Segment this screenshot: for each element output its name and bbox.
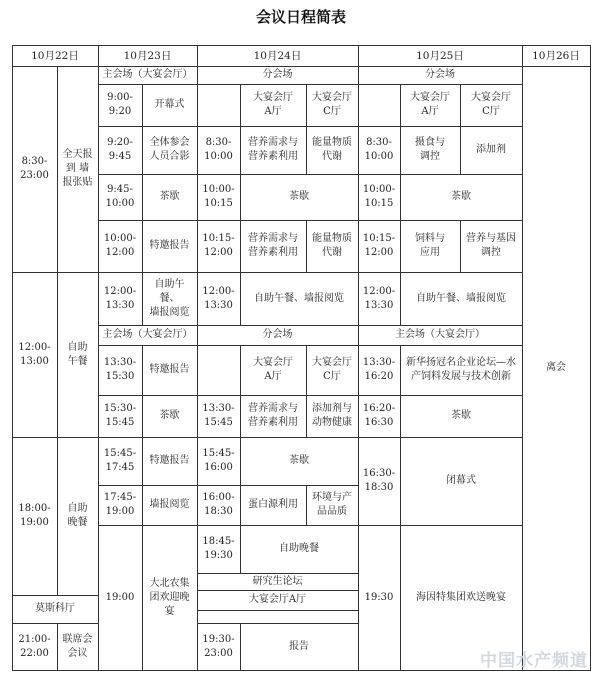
- table-cell-d25-t6: 16:20- 16:30: [362, 403, 396, 428]
- table-cell-d23-a7: 茶歇: [159, 410, 180, 421]
- table-cell-d26-a1: 离会: [546, 362, 566, 373]
- table-cell-h-24: 10月24日: [253, 49, 302, 62]
- table-cell-d24-t3: 10:15- 12:00: [202, 233, 235, 258]
- table-cell-d24-a4: 自助午餐、墙报阅览: [254, 292, 344, 304]
- table-cell-d23-t9: 17:45- 19:00: [103, 492, 137, 517]
- table-cell-d23-t8: 15:45- 17:45: [103, 448, 137, 473]
- watermark-logo: 中国水产频道: [480, 651, 588, 671]
- table-cell-d25-a3: 饲料与 应用: [415, 233, 445, 258]
- table-cell-d23-t6: 13:30- 15:30: [103, 357, 137, 382]
- table-cell-d25-a6: 茶歇: [451, 410, 471, 421]
- table-cell-d23-main2: 主会场（大宴会厅）: [102, 329, 193, 340]
- table-cell-d24-t9: 19:30- 23:00: [202, 633, 235, 659]
- table-cell-d24-a9: 报告: [289, 640, 309, 652]
- table-cell-d23-a8: 特邀报告: [149, 455, 190, 466]
- table-cell-d24-t6: 15:45- 16:00: [202, 448, 235, 473]
- table-cell-d22-t4: 21:00- 22:00: [18, 633, 51, 659]
- table-cell-d23-a2: 全体参会 人员合影: [149, 137, 190, 162]
- table-cell-d25-a2: 茶歇: [451, 191, 471, 202]
- table-cell-d23-a1: 开幕式: [154, 99, 185, 110]
- table-cell-d25-t4: 12:00- 13:30: [362, 285, 396, 311]
- table-cell-d24-t7: 16:00- 18:30: [202, 492, 235, 517]
- table-cell-d25-t7: 16:30- 18:30: [362, 468, 396, 493]
- table-cell-d22-a1: 全天报 到 墙 报张贴: [62, 149, 93, 188]
- table-cell-d24-hc: 大宴会厅 C厅: [312, 92, 352, 117]
- table-cell-d25-a7: 闭幕式: [446, 475, 476, 486]
- table-cell-d25-main2: 主会场（大宴会厅）: [395, 329, 485, 340]
- table-cell-d25-c3: 营养与基因 调控: [466, 233, 516, 258]
- table-cell-h-22: 10月22日: [31, 49, 79, 62]
- table-cell-d23-a5: 自助午 餐、 墙报阅览: [149, 278, 190, 318]
- table-cell-d25-ha: 大宴会厅 A厅: [410, 92, 450, 117]
- table-cell-d24-a6: 茶歇: [289, 455, 309, 466]
- table-cell-d25-a4: 自助午餐、墙报阅览: [416, 292, 506, 304]
- table-cell-d25-t1: 8:30- 10:00: [364, 137, 394, 162]
- table-cell-d23-t5: 12:00- 13:30: [103, 285, 137, 311]
- table-cell-d25-t8: 19:30: [364, 591, 394, 603]
- table-cell-d24-a7: 蛋白源利用: [248, 499, 298, 510]
- table-cell-d24-c1: 能量物质 代谢: [312, 137, 352, 162]
- table-cell-d24-grad-hall: 大宴会厅A厅: [248, 594, 307, 605]
- table-cell-d24-c7: 环境与产 品品质: [312, 492, 352, 517]
- table-cell-d22-t1: 8:30- 23:00: [20, 156, 49, 181]
- table-cell-d25-a5: 新华扬冠名企业论坛—水 产饲料发展与技术创新: [406, 357, 516, 382]
- table-cell-d25-sub1: 分会场: [425, 69, 455, 80]
- table-cell-d24-a1: 营养需求与 营养素利用: [248, 137, 298, 162]
- table-cell-d25-c1: 添加剂: [476, 144, 506, 155]
- table-cell-d23-a6: 特邀报告: [149, 364, 190, 375]
- table-cell-d23-t7: 15:30- 15:45: [103, 403, 137, 428]
- table-cell-d24-grad: 研究生论坛: [252, 575, 303, 587]
- table-cell-d25-t2: 10:00- 10:15: [362, 184, 396, 209]
- table-cell-d23-a9: 墙报阅览: [149, 499, 190, 510]
- table-cell-d24-ha2: 大宴会厅 A厅: [253, 357, 293, 382]
- table-cell-d24-sub2: 分会场: [262, 329, 293, 340]
- table-cell-d23-t3: 9:45- 10:00: [105, 184, 135, 209]
- table-cell-d24-t2: 10:00- 10:15: [202, 184, 235, 209]
- table-cell-d24-a8: 自助晚餐: [279, 543, 319, 554]
- table-cell-d25-hc: 大宴会厅 C厅: [471, 92, 511, 117]
- table-cell-h-23: 10月23日: [123, 49, 172, 62]
- table-cell-h-25: 10月25日: [416, 49, 464, 62]
- table-cell-d24-t4: 12:00- 13:30: [202, 285, 235, 311]
- table-cell-d25-a8: 海因特集团欢送晚宴: [416, 591, 506, 603]
- table-cell-d24-sub1: 分会场: [262, 69, 293, 80]
- table-cell-d24-t1: 8:30- 10:00: [204, 137, 233, 162]
- table-cell-d25-t5: 13:30- 16:20: [362, 357, 396, 382]
- table-cell-d24-hc2: 大宴会厅 C厅: [312, 357, 352, 382]
- table-cell-d23-a3: 茶歇: [159, 191, 180, 202]
- table-cell-d23-t10: 19:00: [105, 591, 135, 603]
- table-cell-d23-a4: 特邀报告: [149, 240, 190, 251]
- page-title: 会议日程简表: [255, 8, 346, 26]
- table-cell-d22-t3: 18:00- 19:00: [18, 503, 51, 528]
- table-cell-d25-a1: 摄食与 调控: [415, 137, 445, 162]
- table-cell-d22-t2: 12:00- 13:00: [18, 341, 51, 367]
- table-cell-d24-c5: 添加剂与 动物健康: [312, 403, 352, 428]
- table-cell-d23-t2: 9:20- 9:45: [107, 137, 133, 162]
- table-cell-d24-a3: 营养需求与 营养素利用: [248, 233, 298, 258]
- table-cell-d23-t4: 10:00- 12:00: [103, 233, 137, 258]
- table-cell-d24-ha: 大宴会厅 A厅: [253, 92, 293, 117]
- table-cell-d23-t1: 9:00- 9:20: [107, 92, 133, 117]
- table-cell-d24-c3: 能量物质 代谢: [312, 233, 352, 258]
- table-cell-d24-a5: 营养需求与 营养素利用: [248, 403, 298, 428]
- table-cell-d22-mosi: 莫斯科厅: [35, 603, 75, 614]
- table-cell-d24-t8: 18:45- 19:30: [202, 536, 235, 561]
- table-cell-d25-t3: 10:15- 12:00: [362, 233, 396, 258]
- table-cell-d24-t5: 13:30- 15:45: [202, 403, 235, 428]
- table-cell-d23-main1: 主会场（大宴会厅）: [102, 69, 193, 80]
- table-cell-d22-a4: 联席会 会议: [62, 633, 93, 659]
- table-cell-d22-a2: 自助 午餐: [67, 341, 88, 367]
- table-cell-h-26: 10月26日: [532, 49, 580, 62]
- table-cell-d24-a2: 茶歇: [289, 191, 309, 202]
- table-cell-d22-a3: 自助 晚餐: [67, 503, 88, 528]
- table-cell-d23-a10: 大北农集 团欢迎晚 宴: [149, 577, 190, 617]
